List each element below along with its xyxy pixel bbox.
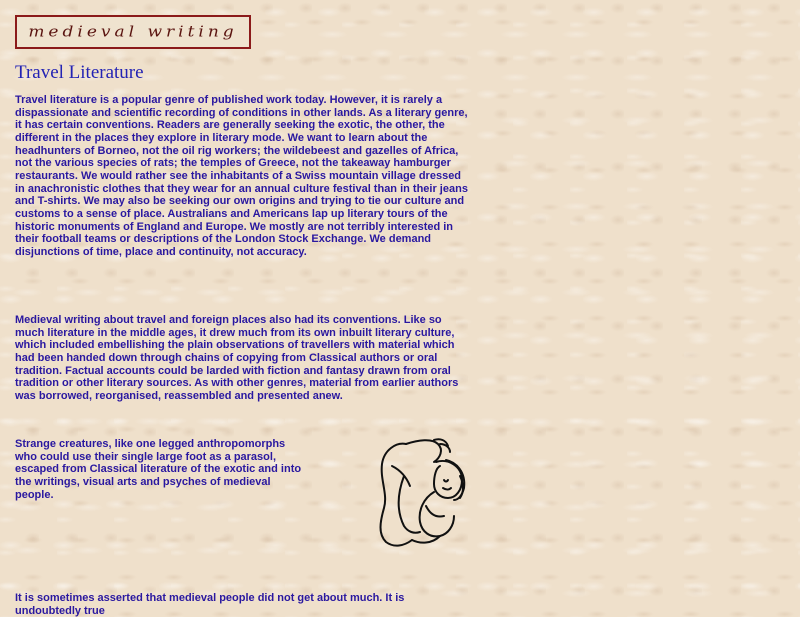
paragraph-intro: Travel literature is a popular genre of published work today. However, it is rarely a dispassionate and scientific recording of conditions in other lands. As a literary genre, it has certain conventions. Readers are generally seeking the exotic, the other, the different in the places they explore in literary mode. We want to learn about the headhunters of Borneo, not the oil rig workers; the wildebeest and gazelles of Africa, not the various species of rats; the temples of Greece, not the takeaway hamburger restaurants. We would rather see the inhabitants of a Swiss mountain village dressed in anachronistic clothes that they wear for an annual culture festival than in their jeans and T-shirts. We may also be seeking our own origins and trying to tie our culture and customs to a sense of place. Australians and Americans lap up literary tours of the historic monuments of England and Europe. We mostly are not terribly interested in their football teams or descriptions of the London Stock Exchange. We demand disjunctions of time, place and continuity, not accuracy. <box>15 94 468 258</box>
paragraph-travel-assertion: It is sometimes asserted that medieval people did not get about much. It is undoubtedly true <box>15 592 405 617</box>
paragraph-medieval-conventions: Medieval writing about travel and foreign places also had its conventions. Like so much literature in the middle ages, it drew much from its own inbuilt literary culture, which included embellishing the plain observations of travellers with material which had been handed down through chains of copying from Classical authors or oral tradition. Factual accounts could be larded with fiction and fantasy drawn from oral tradition or other literary sources. As with other genres, material from earlier authors was borrowed, reorganised, reassembled and presented anew. <box>15 314 459 402</box>
paragraph-strange-creatures: Strange creatures, like one legged anthropomorphs who could use their single large foot as a parasol, escaped from Classical literature of the exotic and into the writings, visual arts and psyches of medieval people. <box>15 438 302 501</box>
page-title: Travel Literature <box>15 62 144 83</box>
site-banner[interactable] <box>15 15 251 49</box>
banner-logo-text: medieval writing <box>28 23 238 41</box>
sciapod-illustration-icon <box>374 436 470 550</box>
